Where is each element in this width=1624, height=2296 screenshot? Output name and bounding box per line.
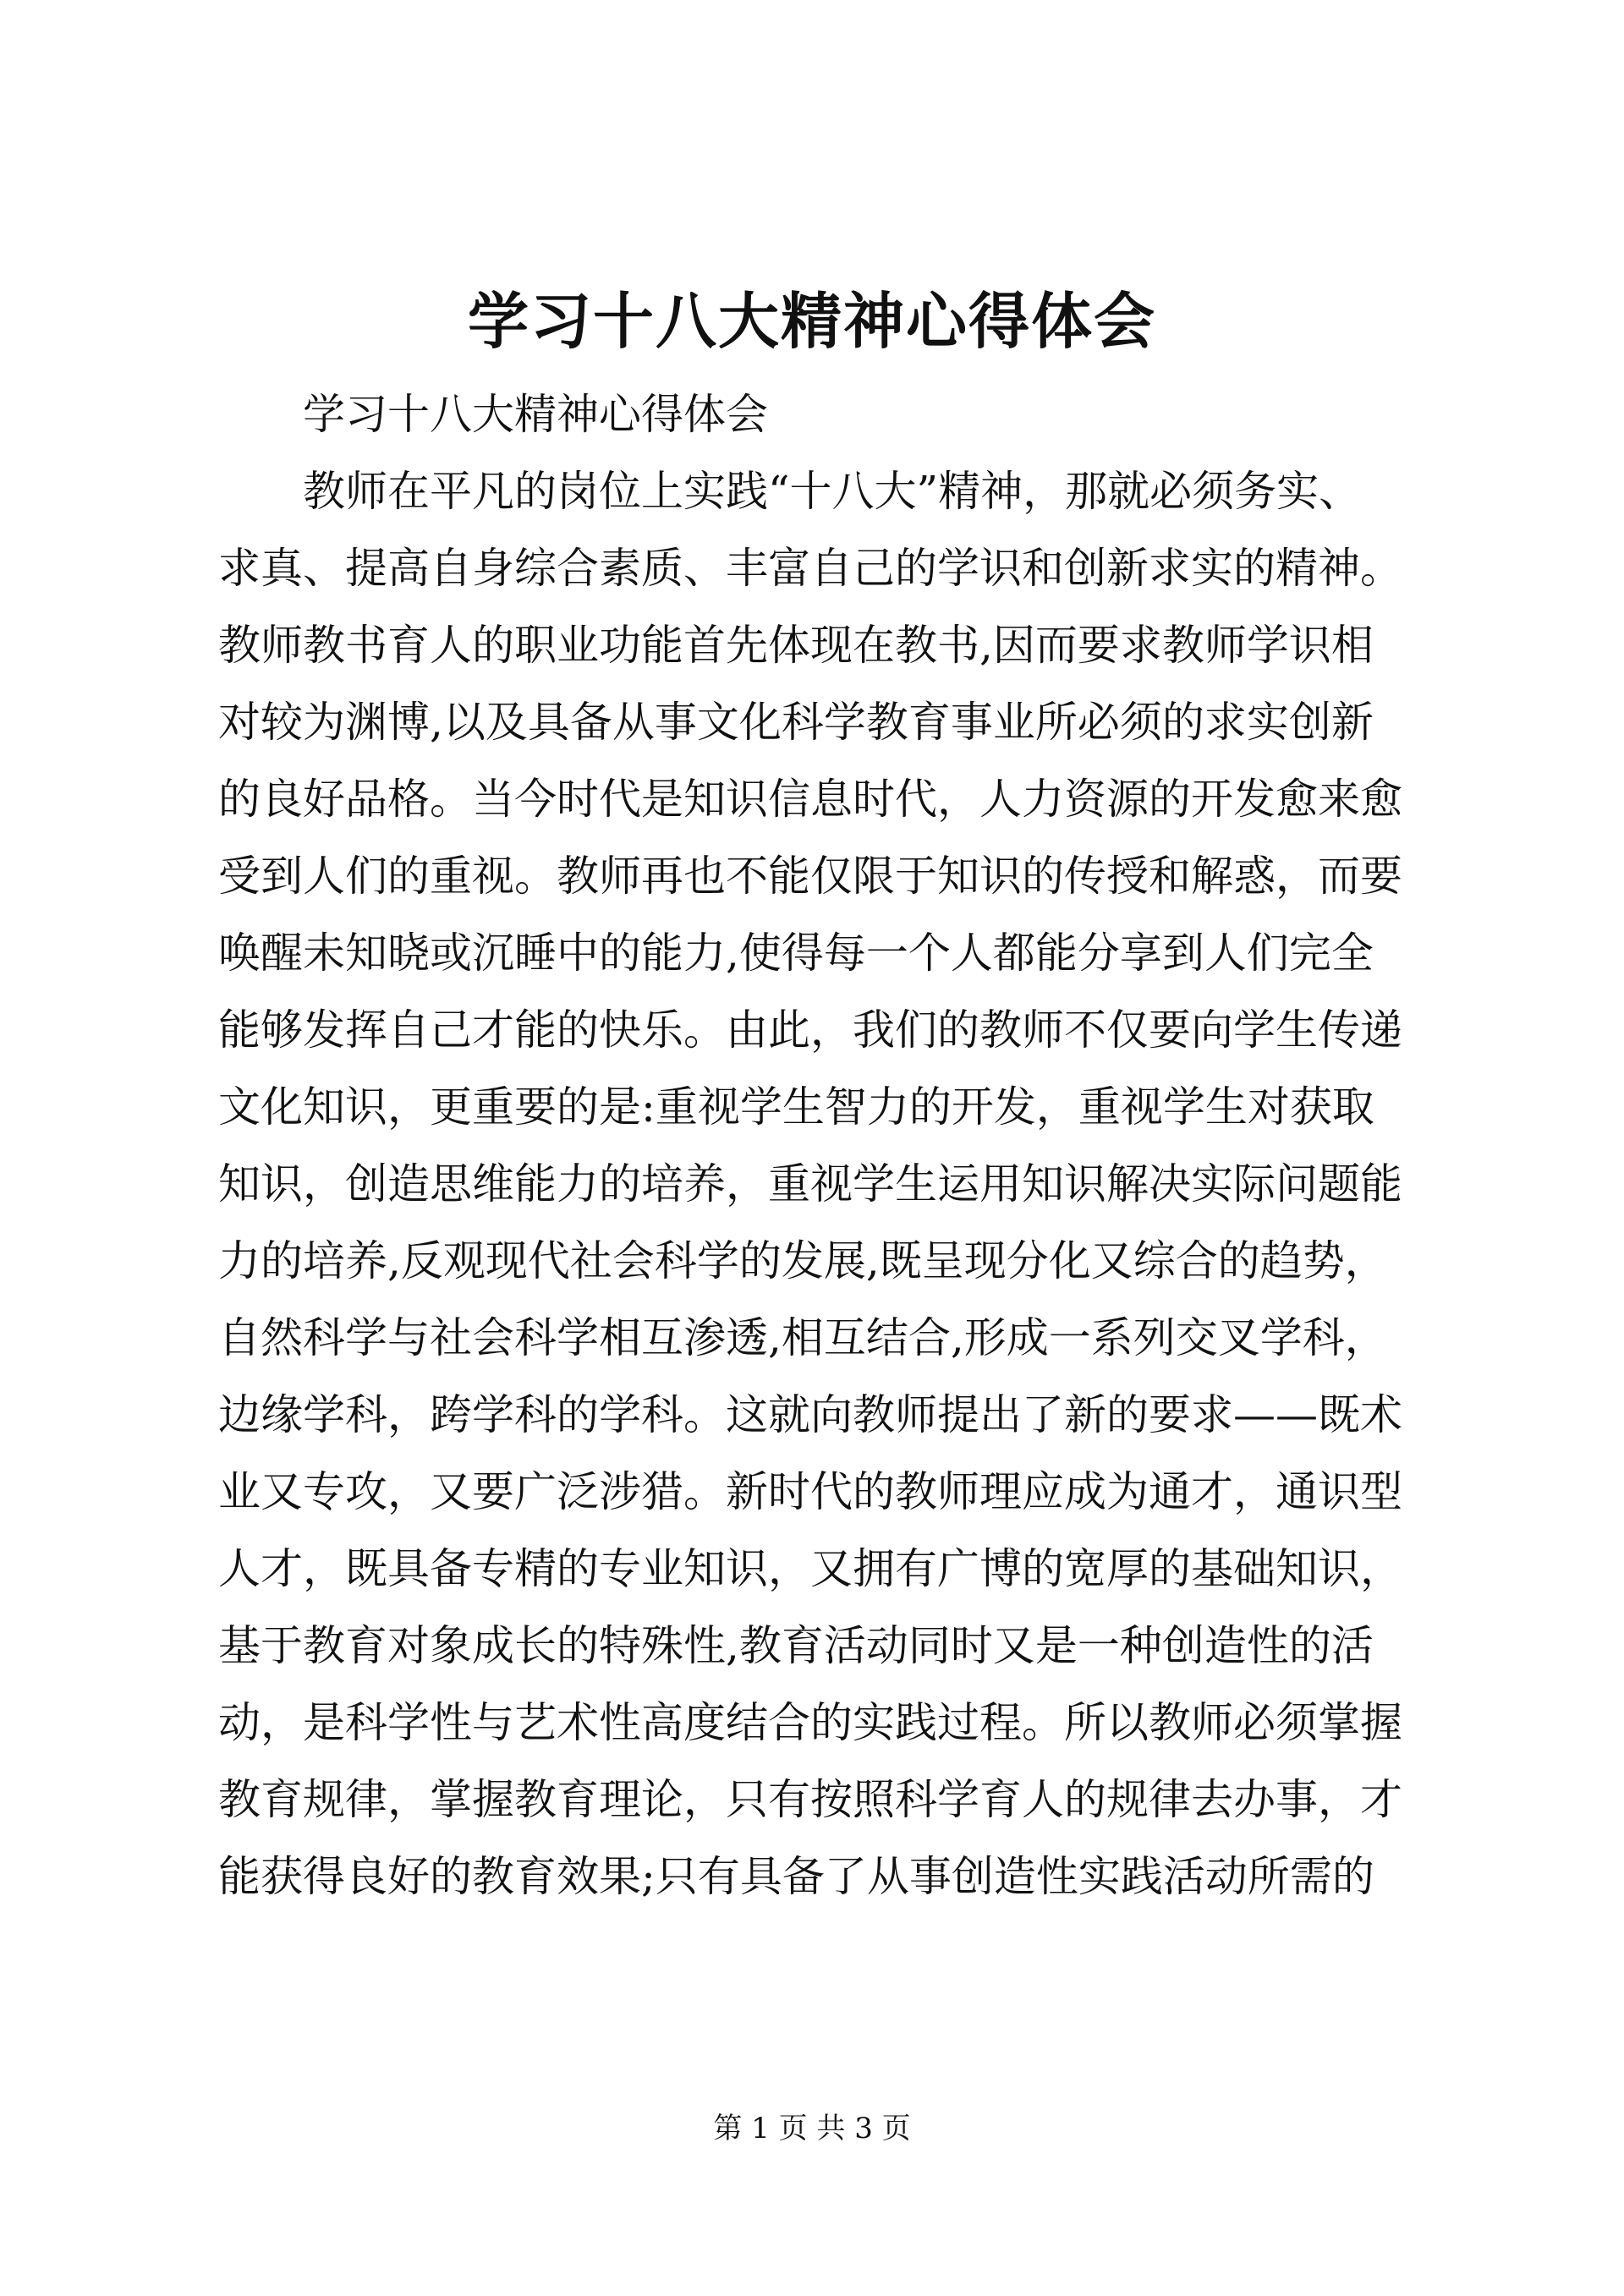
- document-body: [218, 376, 1419, 1915]
- paragraph-line: 自然科学与社会科学相互渗透,相互结合,形成一系列交叉学科，: [218, 1313, 1387, 1362]
- paragraph-line: 唤醒未知晓或沉睡中的能力,使得每一个人都能分享到人们完全: [218, 929, 1374, 978]
- paragraph-line: 能获得良好的教育效果;只有具备了从事创造性实践活动所需的: [218, 1852, 1374, 1901]
- paragraph-line: 人才，既具备专精的专业知识，又拥有广博的宽厚的基础知识，: [218, 1544, 1402, 1593]
- paragraph-line: 受到人们的重视。教师再也不能仅限于知识的传授和解惑，而要: [218, 852, 1402, 901]
- paragraph-line: 业又专攻，又要广泛涉猎。新时代的教师理应成为通才，通识型: [218, 1467, 1402, 1516]
- paragraph-line: 知识，创造思维能力的培养，重视学生运用知识解决实际问题能: [218, 1159, 1402, 1208]
- paragraph-line: 的良好品格。当今时代是知识信息时代，人力资源的开发愈来愈: [218, 775, 1402, 824]
- paragraph-line: 能够发挥自己才能的快乐。由此，我们的教师不仅要向学生传递: [218, 1006, 1402, 1055]
- paragraph-line: 基于教育对象成长的特殊性,教育活动同时又是一种创造性的活: [218, 1621, 1374, 1670]
- paragraph-line: 动，是科学性与艺术性高度结合的实践过程。所以教师必须掌握: [218, 1698, 1402, 1747]
- paragraph-line: 边缘学科，跨学科的学科。这就向教师提出了新的要求——既术: [218, 1390, 1402, 1439]
- paragraph-line: 教师教书育人的职业功能首先体现在教书,因而要求教师学识相: [218, 621, 1374, 670]
- paragraph-line: 文化知识，更重要的是:重视学生智力的开发，重视学生对获取: [218, 1082, 1374, 1132]
- paragraph-line: 力的培养,反观现代社会科学的发展,既呈现分化又综合的趋势，: [218, 1236, 1387, 1285]
- subtitle-line: 学习十八大精神心得体会: [303, 390, 768, 439]
- paragraph-line: 教师在平凡的岗位上实践“十八大”精神，那就必须务实、: [303, 467, 1362, 516]
- paragraph-line: 求真、提高自身综合素质、丰富自己的学识和创新求实的精神。: [218, 544, 1402, 593]
- paragraph-line: 教育规律，掌握教育理论，只有按照科学育人的规律去办事，才: [218, 1775, 1402, 1824]
- page-number-footer: 第 1 页 共 3 页: [713, 2112, 911, 2145]
- document-title: 学习十八大精神心得体会: [467, 285, 1156, 357]
- paragraph-line: 对较为渊博,以及具备从事文化科学教育事业所必须的求实创新: [218, 698, 1374, 747]
